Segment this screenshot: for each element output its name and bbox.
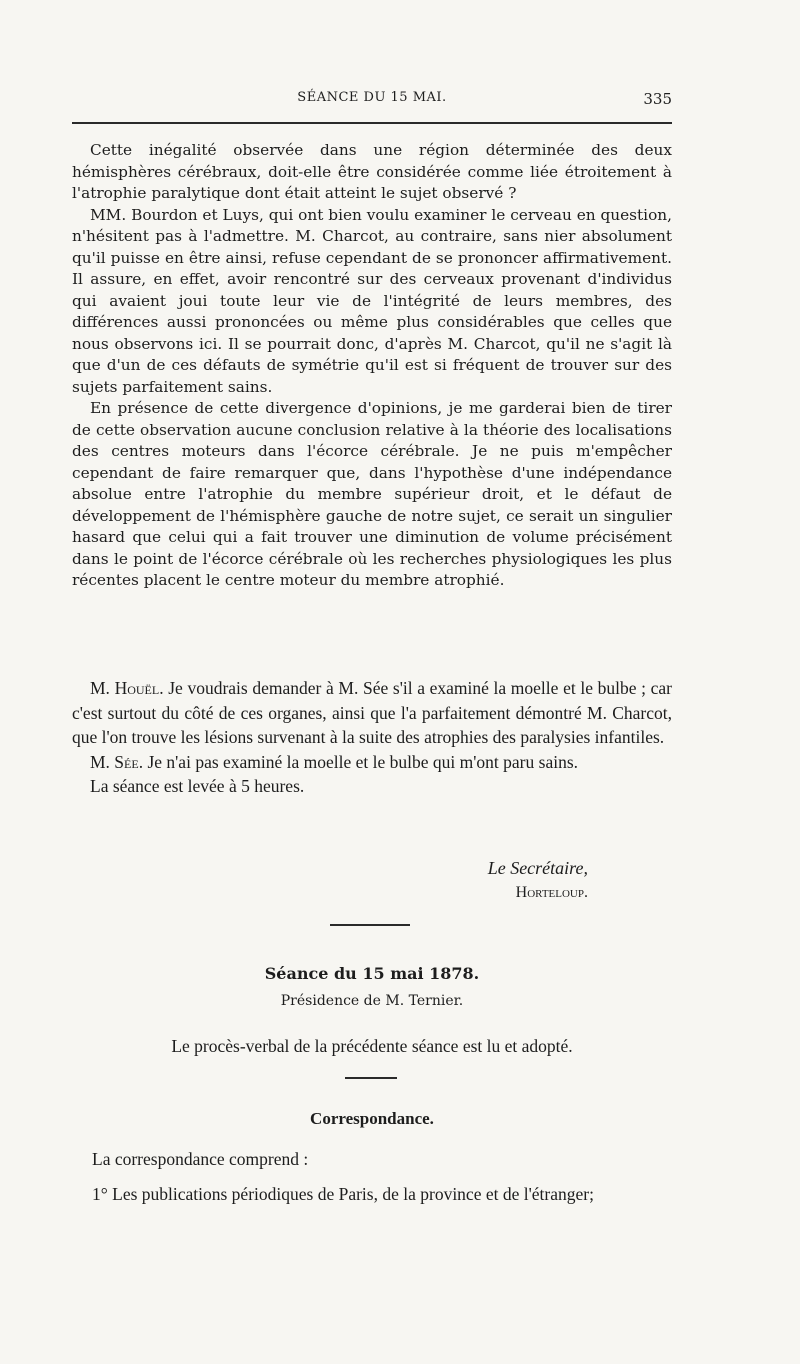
signature-role: Le Secrétaire, [487,858,588,878]
header-rule [72,122,672,124]
paragraph: En présence de cette divergence d'opinions, je me garderai bien de tirer de cette observation aucune conclusion relative à la théorie des localisations des centres moteurs dans l'écorce cérébrale. Je ne puis m'empêcher cependant de faire remarquer que, dans l'hypothèse d'une indépendance absolue entre l'atrophie du membre supérieur droit, et le défaut de développement de l'hémisphère gauche de notre sujet, ce serait un singulier hasard que celui qui a fait trouver une diminution de volume précisément dans le point de l'écorce cérébrale où les recherches physiologiques les plus récentes placent le centre moteur du membre atrophié. [72,399,672,589]
speaker-name: M. Sée. [90,751,144,772]
correspondence-body [72,1147,672,1216]
remark-text: Je n'ai pas examiné la moelle et le bulbe qui m'ont paru sains. [147,751,579,772]
closing-line: La séance est levée à 5 heures. [90,776,305,796]
correspondence-intro: La correspondance comprend : [92,1149,309,1169]
page-number: 335 [643,90,672,108]
report-text [72,140,672,592]
section-divider [330,924,410,926]
speaker-name: M. Houël. [90,678,164,698]
signature-name: Horteloup. [515,884,588,901]
presidency-line: Présidence de M. Ternier. [280,993,464,1009]
correspondence-heading: Correspondance. [310,1109,434,1128]
minutes-line: Le procès-verbal de la précédente séance est lu et adopté. [171,1036,573,1056]
discussion [72,676,672,799]
remark-text: Je voudrais demander à M. Sée s'il a examiné la moelle et le bulbe ; car c'est surtout du côté de ces organes, ainsi que l'a parfaitement démontré M. Charcot, que l'on trouve les lésions survenant à la suite des atrophies des paralysies infantiles. [72,678,672,747]
paragraph: MM. Bourdon et Luys, qui ont bien voulu examiner le cerveau en question, n'hésitent pas à l'admettre. M. Charcot, au contraire, sans nier absolument qu'il puisse en être ainsi, refuse cependant de se prononcer affirmativement. Il assure, en effet, avoir rencontré sur des cerveaux provenant d'individus qui avaient joui toute leur vie de l'intégrité de leurs membres, des différences aussi prononcées ou même plus considérables que celles que nous observons ici. Il se pourrait donc, d'après M. Charcot, qu'il ne s'agit là que d'un de ces défauts de symétrie qu'il est si fréquent de trouver sur des sujets parfaitement sains. [72,205,672,396]
correspondence-item: 1° Les publications périodiques de Paris, de la province et de l'étranger; [92,1183,594,1204]
running-head [72,90,672,110]
paragraph: Cette inégalité observée dans une région déterminée des deux hémisphères cérébraux, doit-elle être considérée comme liée étroitement à l'atrophie paralytique dont était atteint le sujet observé ? [72,141,672,202]
running-head-title: SÉANCE DU 15 MAI. [297,90,447,105]
section-divider [345,1077,397,1079]
signature [488,856,588,904]
houel-remark [72,676,672,750]
session-title: Séance du 15 mai 1878. [264,964,480,983]
see-remark [72,750,672,775]
